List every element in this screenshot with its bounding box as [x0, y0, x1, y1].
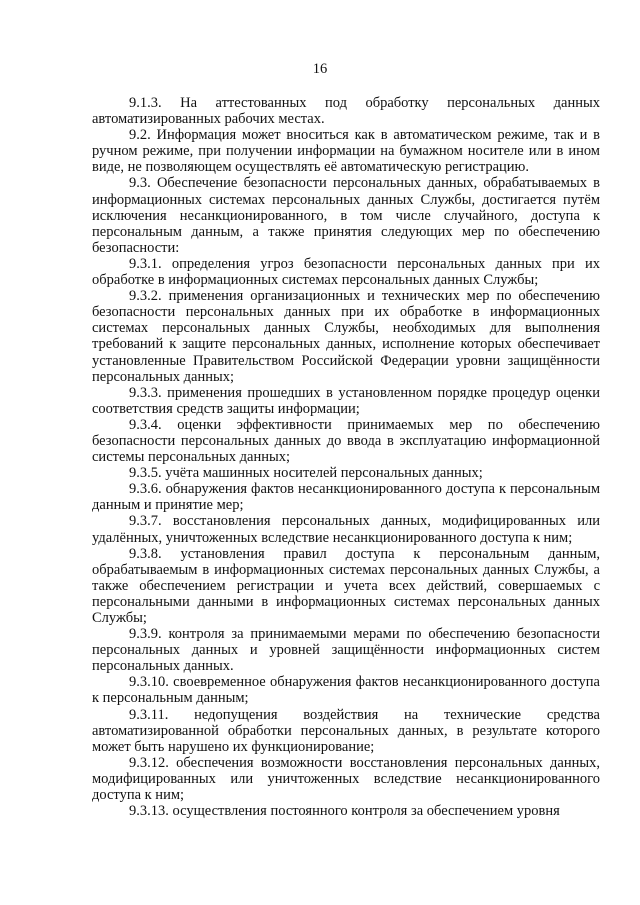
paragraph-9-3-11: 9.3.11. недопущения воздействия на технические средства автоматизированной обработки персональных данных, в результате которого может быть нарушено их функционирование; — [92, 706, 600, 755]
paragraph-9-1-3: 9.1.3. На аттестованных под обработку персональных данных автоматизированных рабочих местах. — [92, 95, 600, 128]
paragraph-9-3-8: 9.3.8. установления правил доступа к персональным данным, обрабатываемым в информационных системах персональных данных Службы, а также обеспечением регистрации и учета всех действий, совершаемых с персональными данными в информационных системах персональных данных Службы; — [92, 545, 600, 626]
paragraph-9-3-5: 9.3.5. учёта машинных носителей персональных данных; — [129, 465, 483, 482]
paragraph-9-3-6: 9.3.6. обнаружения фактов несанкционированного доступа к персональным данным и принятие мер; — [92, 481, 600, 514]
paragraph-9-3-7: 9.3.7. восстановления персональных данных, модифицированных или удалённых, уничтоженных вследствие несанкционированного доступа к ним; — [92, 513, 600, 546]
page-number: 16 — [312, 61, 328, 77]
paragraph-9-3-4: 9.3.4. оценки эффективности принимаемых мер по обеспечению безопасности персональных данных до ввода в эксплуатацию информационной системы персональных данных; — [92, 416, 600, 466]
paragraph-9-3-13: 9.3.13. осуществления постоянного контроля за обеспечением уровня — [129, 803, 560, 820]
paragraph-9-3: 9.3. Обеспечение безопасности персональных данных, обрабатываемых в информационных системах персональных данных Службы, достигается путём исключения несанкционированного, в том числе случайного, доступа к персональным данным, а также принятия следующих мер по обеспечению безопасности: — [92, 175, 600, 256]
paragraph-9-3-9: 9.3.9. контроля за принимаемыми мерами по обеспечению безопасности персональных данных и уровней защищённости информационных систем персональных данных. — [92, 626, 600, 675]
paragraph-9-2: 9.2. Информация может вноситься как в автоматическом режиме, так и в ручном режиме, при получении информации на бумажном носителе или в ином виде, не позволяющем осуществлять её автоматическую регистрацию. — [92, 127, 600, 176]
paragraph-9-3-12: 9.3.12. обеспечения возможности восстановления персональных данных, модифицированных или уничтоженных вследствие несанкционированного доступа к ним; — [92, 754, 600, 804]
paragraph-9-3-10: 9.3.10. своевременное обнаружения фактов несанкционированного доступа к персональным данным; — [92, 674, 600, 707]
paragraph-9-3-2: 9.3.2. применения организационных и технических мер по обеспечению безопасности персональных данных при их обработке в информационных системах персональных данных Службы, необходимых для выполнения требований к защите персональных данных, исполнение которых обеспечивает установленные Правительством Российской Федерации уровни защищённости персональных данных; — [92, 288, 600, 385]
paragraph-9-3-1: 9.3.1. определения угроз безопасности персональных данных при их обработке в информационных системах персональных данных Службы; — [92, 255, 600, 289]
document-body — [92, 95, 600, 819]
paragraph-9-3-3: 9.3.3. применения прошедших в установленном порядке процедур оценки соответствия средств защиты информации; — [92, 384, 600, 417]
